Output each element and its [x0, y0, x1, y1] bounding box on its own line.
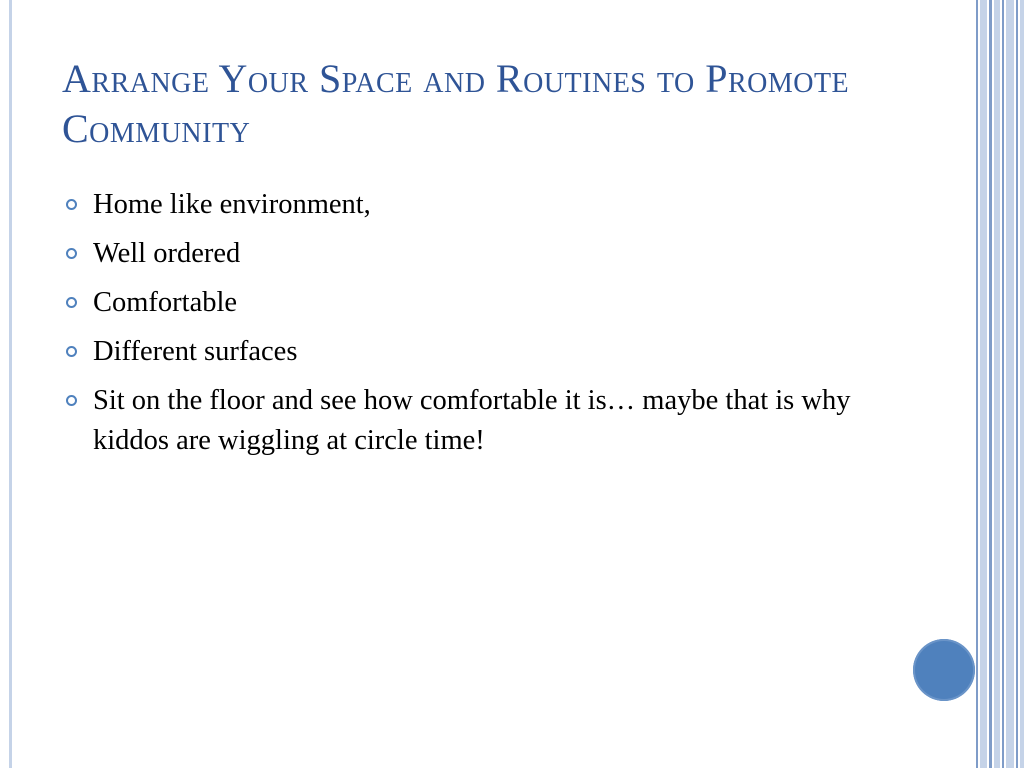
right-stripe: [976, 0, 978, 768]
bullet-text: Home like environment,: [93, 189, 371, 220]
bullet-text: Well ordered: [93, 238, 241, 269]
bullet-text: Sit on the floor and see how comfortable it is… maybe that is why kiddos are wiggling at circle time!: [93, 385, 851, 456]
right-stripe: [994, 0, 1000, 768]
slide-title: Arrange Your Space and Routines to Promote Community: [62, 56, 850, 151]
bullet-item: [62, 381, 862, 461]
open-circle-bullet-icon: [66, 297, 77, 308]
left-border-rule: [9, 0, 12, 768]
bullet-item: [62, 185, 862, 225]
right-stripe: [1002, 0, 1004, 768]
bullet-item: [62, 234, 862, 274]
open-circle-bullet-icon: [66, 248, 77, 259]
right-stripe: [980, 0, 987, 768]
bullet-text: Different surfaces: [93, 336, 298, 367]
right-stripe: [1016, 0, 1018, 768]
open-circle-bullet-icon: [66, 346, 77, 357]
blue-circle-icon: [913, 639, 975, 701]
open-circle-bullet-icon: [66, 395, 77, 406]
open-circle-bullet-icon: [66, 199, 77, 210]
bullet-item: [62, 332, 862, 372]
right-stripe: [1020, 0, 1024, 768]
bullet-item: [62, 283, 862, 323]
bullet-text: Comfortable: [93, 287, 238, 318]
bullet-list: [62, 185, 862, 470]
right-stripe: [989, 0, 992, 768]
right-stripe: [1006, 0, 1014, 768]
